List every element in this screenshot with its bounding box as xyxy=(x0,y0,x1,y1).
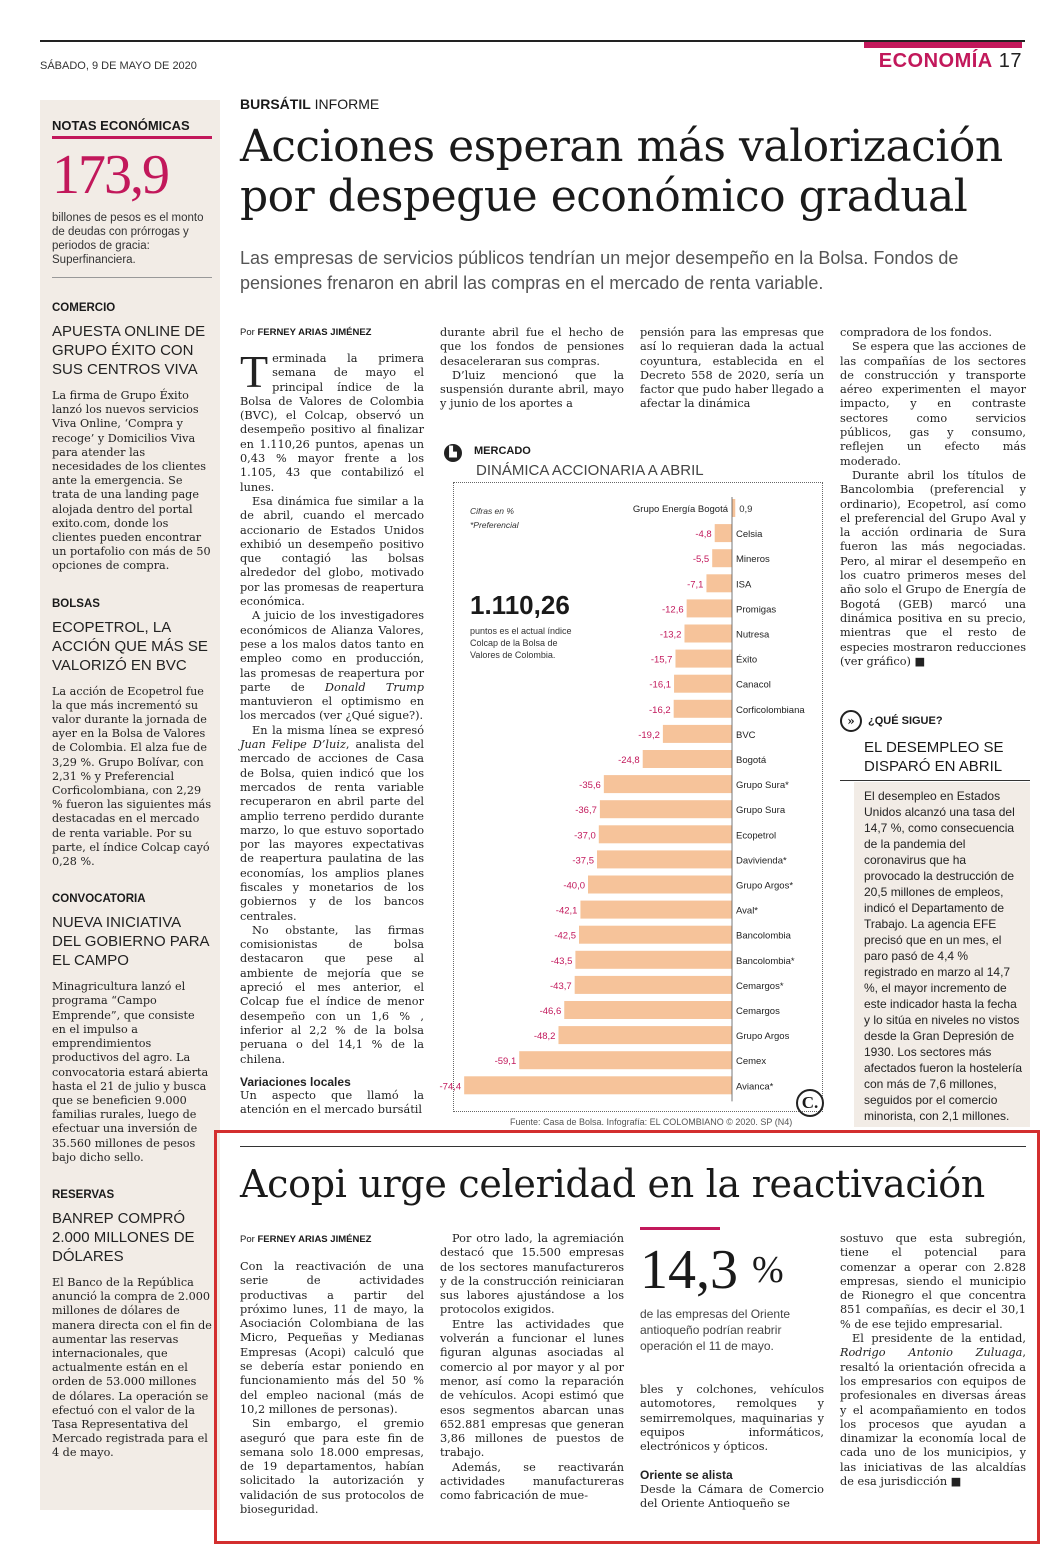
bar-22 xyxy=(519,1051,732,1069)
article2-headline: Acopi urge celeridad en la reactivación xyxy=(240,1162,985,1206)
chart-kicker-icon: ▙ xyxy=(444,444,462,462)
bar-0 xyxy=(732,499,735,517)
bar-category-label: Celsia xyxy=(736,529,763,541)
bar-19 xyxy=(575,976,732,994)
article-headline: Acciones esperan más valorización por despegue económico gradual xyxy=(240,121,1003,222)
bar-23 xyxy=(464,1076,732,1094)
article2-column-4 xyxy=(840,1232,1026,1489)
article2-byline xyxy=(240,1234,371,1245)
note-headline: APUESTA ONLINE DE GRUPO ÉXITO CON SUS CENTROS VIVA xyxy=(52,323,206,378)
bar-15 xyxy=(588,876,732,894)
chart-kicker: MERCADO xyxy=(474,445,531,457)
article2-column-2 xyxy=(440,1232,624,1504)
sidebar-title: NOTAS ECONÓMICAS xyxy=(52,118,212,139)
bar-value-label: -4,8 xyxy=(695,529,712,541)
paragraph: No obstante, las firmas comisionistas de bolsa destacaron que pese al ambiente de mejoría que se apreció el mes anterior, el Colcap fue el índice de menor desempeño con un 1,6 % , inferior al 2,2 % de la bolsa peruana o del 14,1 % de la chilena. xyxy=(240,923,424,1066)
paragraph: Un aspecto que llamó la atención en el mercado bursátil xyxy=(240,1089,424,1117)
bar-value-label: -24,8 xyxy=(618,755,640,766)
bar-category-label: Éxito xyxy=(736,654,758,666)
article-kicker xyxy=(240,96,379,112)
paragraph: compradora de los fondos. xyxy=(840,326,992,339)
paragraph: Con la reactivación de una serie de actividades productivas a partir del próximo lunes, 11 de mayo, la Asociación Colombiana de las Micro, Pequeñas y Medianas Empresas (Acopi) calculó que se debería estar poniendo en funcionamiento más del 50 % del empleo nacional (más de 10,2 millones de personas). xyxy=(240,1260,424,1416)
article2-rule xyxy=(240,1146,1026,1147)
byline-name: FERNEY ARIAS JIMÉNEZ xyxy=(257,327,372,338)
section-name xyxy=(879,50,1022,73)
bar-value-label: -16,2 xyxy=(649,704,671,716)
que-sigue-label: ¿QUÉ SIGUE? xyxy=(868,715,943,727)
paragraph xyxy=(240,609,424,723)
bar-9 xyxy=(663,725,732,743)
chart-note: *Preferencial xyxy=(470,520,519,530)
bar-category-label: Canacol xyxy=(736,679,771,691)
stat-value xyxy=(640,1240,784,1300)
bar-category-label: Mineros xyxy=(736,554,770,566)
note-headline: ECOPETROL, LA ACCIÓN QUE MÁS SE VALORIZÓ EN BVC xyxy=(52,618,208,674)
stat-number: 14,3 xyxy=(640,1239,738,1301)
bar-8 xyxy=(674,700,732,718)
paragraph: D’luiz mencionó que la suspensión durante abril, mayo y junio de los aportes a xyxy=(440,368,624,411)
bar-category-label: Cemex xyxy=(736,1056,767,1068)
paragraph: Además, se reactivarán actividades manufactureras como fabricación de mue- xyxy=(440,1460,624,1503)
bar-category-label: Grupo Argos xyxy=(736,1031,790,1043)
bar-18 xyxy=(575,951,732,969)
bar-category-label: Corficolombiana xyxy=(736,704,805,716)
bar-value-label: -36,7 xyxy=(575,805,597,817)
note-category: CONVOCATORIA xyxy=(52,893,146,906)
bar-chart xyxy=(439,482,823,1112)
bar-5 xyxy=(684,625,732,643)
bar-category-label: Grupo Sura xyxy=(736,805,786,817)
chart-highlight-desc-3: Valores de Colombia. xyxy=(470,650,556,660)
paragraph: Esa dinámica fue similar a la de abril, cuando el mercado accionario de Estados Unidos exhibió un desempeño positivo que contagió las bolsas alrededor del globo, motivado por las promesas de reapertura económica. xyxy=(240,494,424,609)
que-sigue-body: El desempleo en Estados Unidos alcanzó una tasa del 14,7 %, como consecuencia de la pandemia del coronavirus que ha provocado la destrucción de 20,5 millones de empleos, indicó el Departamento de Trabajo. La agencia EFE precisó que en un mes, el paro pasó de 4,4 % registrado en marzo al 14,7 %, el mayor incremento de este indicador hasta la fecha y lo sitúa en niveles no vistos desde la Gran Depresión de 1930. Los sectores más afectados fueron la hostelería con más de 7,6 millones, seguidos por el comercio minorista, con 2,1 millones. xyxy=(864,789,1023,1123)
bar-category-label: Grupo Argos* xyxy=(736,880,794,892)
paragraph: Se espera que las acciones de las compañías de los sectores de construcción y transporte aéreo experimenten el mayor impacto, y en contraste sectores como servicios públicos, gas y consumo, reflejen un efecto más moderado. xyxy=(840,340,1026,468)
bar-value-label: -42,1 xyxy=(555,905,578,917)
byline-prefix: Por xyxy=(240,327,258,338)
bar-category-label: BVC xyxy=(736,729,756,741)
bar-category-label: Promigas xyxy=(736,604,777,616)
bar-value-label: 0,9 xyxy=(739,504,753,515)
bar-value-label: -5,5 xyxy=(692,554,710,566)
article2-column-3 xyxy=(640,1383,824,1511)
bar-11 xyxy=(604,775,732,793)
text-run: A juicio de los investigadores económicos de Alianza Valores, pese a los malos datos tanto en empleo como en producción, las promesas de reapertura por parte de xyxy=(240,609,424,694)
note-body: La firma de Grupo Éxito lanzó los nuevos servicios Viva Online, ‘Compra y recoge’ y Domicilios Viva para atender las necesidades de los clientes ante la emergencia. Se trata de una landing page alojada dentro del portal exito.com, donde los clientes pueden encontrar un portafolio con más de 50 opciones de compra. xyxy=(52,389,211,573)
bar-category-label: Avianca* xyxy=(736,1081,774,1093)
paragraph: erminada la primera semana de mayo el principal índice de la Bolsa de Valores de Colombia (BVC), el Colcap, observó un desempeño positivo al finalizar en 1.110,26 puntos, apenas un 0,43 % mayor frente a los 1.105, 43 que contabilizó el lunes. xyxy=(240,352,424,494)
bar-category-label: Nutresa xyxy=(736,629,770,641)
stat-note: de las empresas del Oriente antioqueño podrían reabrir operación el 11 de mayo. xyxy=(640,1307,791,1353)
bar-2 xyxy=(712,549,732,567)
kicker-bold: BURSÁTIL xyxy=(240,96,311,112)
bar-value-label: -42,5 xyxy=(554,930,576,942)
bar-value-label: -13,2 xyxy=(659,629,682,641)
bar-category-label: Bogotá xyxy=(736,755,767,766)
double-chevron-icon: » xyxy=(840,710,862,732)
note-body: Minagricultura lanzó el programa “Campo Emprende”, que consiste en el impulso a emprendimientos productivos del agro. La convocatoria estará abierta hasta el 21 de julio y busca que se beneficien 9.000 familias rurales, luego de efectuar una inversión de 35.560 millones de pesos bajo dicho sello. xyxy=(52,980,209,1164)
sidebar-big-number: 173,9 xyxy=(52,144,168,206)
bar-category-label: Bancolombia* xyxy=(736,955,795,967)
note-headline: NUEVA INICIATIVA DEL GOBIERNO PARA EL CAMPO xyxy=(52,914,209,970)
paragraph: pensión para las empresas que así lo requieran dada la actual coyuntura, establecida en el Decreto 558 de 2020, sería un factor que pudo haber llegado a afectar la dinámica xyxy=(640,326,824,411)
subtitle: Oriente se alista xyxy=(640,1468,733,1483)
chart-note: Cifras en % xyxy=(470,506,514,516)
paragraph xyxy=(240,724,424,924)
note-category: COMERCIO xyxy=(52,302,116,314)
chart-svg xyxy=(439,483,822,1111)
chart-title: DINÁMICA ACCIONARIA A ABRIL xyxy=(476,462,704,479)
bar-category-label: Cemargos* xyxy=(736,980,784,992)
note-category: RESERVAS xyxy=(52,1188,115,1201)
text-run: En la misma línea se expresó xyxy=(252,723,424,737)
article-column-3 xyxy=(640,326,824,412)
bar-14 xyxy=(597,850,732,868)
section-bar xyxy=(864,42,1022,48)
bar-3 xyxy=(706,574,732,592)
bar-category-label: Bancolombia xyxy=(736,930,791,942)
article-column-2 xyxy=(440,326,624,412)
article-subhead: Las empresas de servicios públicos tendrían un mejor desempeño en la Bolsa. Fondos de pensiones frenaron en abril las compras en el mercado de renta variable. xyxy=(240,248,959,293)
bar-17 xyxy=(579,926,732,944)
subtitle: Variaciones locales xyxy=(240,1074,351,1089)
bar-value-label: -43,5 xyxy=(550,955,573,967)
bar-value-label: -48,2 xyxy=(533,1031,556,1043)
que-sigue-headline: EL DESEMPLEO SE DISPARÓ EN ABRIL xyxy=(840,738,1030,781)
article-column-4 xyxy=(840,326,1026,669)
paragraph: Desde la Cámara de Comercio del Oriente Antioqueño se xyxy=(640,1482,824,1511)
bar-value-label: -16,1 xyxy=(649,679,672,691)
bar-value-label: -40,0 xyxy=(563,880,585,892)
bar-value-label: -43,7 xyxy=(550,980,572,992)
paragraph: Sin embargo, el gremio aseguró que para este fin de semana solo 18.000 empresas, de 19 departamentos, habían solicitado la autorización y validación de sus protocolos de bioseguridad. xyxy=(240,1417,424,1517)
text-run: , analista del mercado de acciones de Casa de Bolsa, quien indicó que los mercados de renta variable recuperaron en abril parte del amplio terreno perdido durante marzo, lo que estuvo soportado por las mayores expectativas de reapertura paulatina de las economías, los amplios planes fiscales y monetarios de los gobiernos y de los bancos centrales. xyxy=(240,738,424,923)
bar-value-label: -12,6 xyxy=(661,604,684,616)
byline-name: FERNEY ARIAS JIMÉNEZ xyxy=(257,1234,372,1245)
kicker-rest: INFORME xyxy=(310,96,380,112)
bar-category-label: ISA xyxy=(736,579,752,591)
bar-category-label: Davivienda* xyxy=(736,855,787,867)
bar-10 xyxy=(643,750,732,768)
sidebar-big-number-note: billones de pesos es el monto de deudas con prórrogas y periodos de gracia: Superfinanciera. xyxy=(52,211,212,278)
newspaper-logo: C. xyxy=(796,1089,824,1117)
text-run-italic: Rodrigo Antonio Zuluaga xyxy=(840,1346,1023,1360)
text-run-italic: Donald Trump xyxy=(324,680,424,694)
bar-value-label: -37,5 xyxy=(572,855,594,867)
chart-highlight-value: 1.110,26 xyxy=(470,590,570,620)
page-number: 17 xyxy=(998,50,1022,72)
bar-21 xyxy=(558,1026,732,1044)
article-column-1 xyxy=(240,346,424,1117)
article2-column-1 xyxy=(240,1260,424,1517)
bar-value-label: -46,6 xyxy=(539,1006,562,1017)
bar-value-label: -37,0 xyxy=(574,830,596,842)
note-body: El Banco de la República anunció la compra de 2.000 millones de dólares de manera directa con el fin de aumentar las reservas internacionales, que actualmente están en el orden de 53.000 millones de dólares. La operación se efectuó con el valor de la Tasa Representativa del Mercado registrada para el 4 de mayo. xyxy=(52,1275,212,1460)
paragraph: bles y colchones, vehículos automotores, remolques y semirremolques, maquinarias y equipos informáticos, electrónicos y ópticos. xyxy=(640,1383,824,1454)
note-headline: BANREP COMPRÓ 2.000 MILLONES DE DÓLARES xyxy=(52,1209,195,1265)
que-sigue-header xyxy=(840,710,1030,781)
bar-6 xyxy=(675,650,732,668)
bar-category-label: Cemargos xyxy=(736,1006,780,1017)
note-category: BOLSAS xyxy=(52,597,100,610)
paragraph xyxy=(840,1332,1026,1489)
drop-cap: T xyxy=(240,346,269,397)
paragraph: sostuvo que esta subregión, tiene el potencial para comenzar a operar con 2.828 empresas, siendo el municipio de Rionegro el que concentra 851 compañías, es decir el 30,1 % de ese tejido empresarial. xyxy=(840,1232,1026,1331)
text-run-italic: Juan Felipe D’luiz xyxy=(240,738,346,752)
note-body: La acción de Ecopetrol fue la que más incrementó su valor durante la jornada de ayer en la Bolsa de Valores de Colombia. El alza fue de 3,29 %. Grupo Bolívar, con 2,31 % y Preferencial Corficolombiana, con 2,29 % fueron las siguientes más destacadas en el mercado de renta variable. Por su parte, el índice Colcap cayó 0,28 %. xyxy=(52,684,212,869)
chart-highlight-desc-1: puntos es el actual índice xyxy=(470,626,572,636)
issue-date: SÁBADO, 9 DE MAYO DE 2020 xyxy=(40,60,197,72)
bar-20 xyxy=(564,1001,732,1019)
bar-value-label: -19,2 xyxy=(638,729,660,741)
stat-unit: % xyxy=(752,1249,784,1291)
chart-source: Fuente: Casa de Bolsa. Infografía: EL COLOMBIANO © 2020. SP (N4) xyxy=(510,1117,793,1127)
bar-1 xyxy=(715,524,732,542)
economic-notes-sidebar xyxy=(40,100,220,1510)
paragraph: Por otro lado, la agremiación destacó que 15.500 empresas de los sectores manufactureros y de la construcción reiniciaran sus labores ajustándose a los protocolos exigidos. xyxy=(440,1232,624,1317)
bar-category-label: Grupo Energía Bogotá xyxy=(632,504,728,515)
chart-highlight-desc-2: Colcap de la Bolsa de xyxy=(470,638,558,648)
stat-accent-bar xyxy=(640,1227,720,1230)
article-byline xyxy=(240,327,371,338)
bar-7 xyxy=(674,675,732,693)
paragraph: Entre las actividades que volverán a funcionar el lunes figuran algunas asociadas al comercio al por mayor y al por menor, así como la reparación de vehículos. Acopi estimó que esos segmentos abarcan unas 652.881 empresas que generan 3,86 millones de puestos de trabajo. xyxy=(440,1317,624,1460)
bar-12 xyxy=(600,800,732,818)
bar-category-label: Grupo Sura* xyxy=(736,780,789,792)
bar-value-label: -15,7 xyxy=(650,654,673,666)
que-sigue-box xyxy=(854,782,1030,1127)
bar-value-label: -7,1 xyxy=(687,579,704,591)
bar-category-label: Ecopetrol xyxy=(736,830,777,842)
text-run: , resaltó la orientación ofrecida a los empresarios con equipos de profesionales en diversas áreas y el acompañamiento en todos los procesos que ayudan a dinamizar la economía local de cada uno de los municipios, y las iniciativas de las alcaldías de esa jurisdicción ■ xyxy=(840,1346,1026,1489)
bar-value-label: -59,1 xyxy=(494,1056,517,1068)
byline-prefix: Por xyxy=(240,1234,258,1245)
bar-value-label: -74,4 xyxy=(439,1081,462,1093)
paragraph: durante abril fue el hecho de que los fondos de pensiones desaceleraran sus compras. xyxy=(440,326,624,368)
text-run: El presidente de la entidad, xyxy=(852,1332,1026,1346)
bar-4 xyxy=(687,599,732,617)
bar-16 xyxy=(580,901,732,919)
bar-13 xyxy=(599,825,732,843)
bar-category-label: Aval* xyxy=(736,905,759,917)
paragraph: Durante abril los títulos de Bancolombia (preferencial y ordinario), Ecopetrol, así como el preferencial del Grupo Aval y la acción ordinaria de Sura fueron las más negociadas. Pero, al mirar el desempeño en los cuatro primeros meses del año solo el Grupo de Energía de Bogotá (GEB) marcó una dinámica positiva en su precio, mientras que el resto de especies mostraron reducciones (ver gráfico) ■ xyxy=(840,468,1026,668)
section-label: ECONOMÍA xyxy=(878,50,993,72)
bar-value-label: -35,6 xyxy=(579,780,601,792)
text-run: mantuvieron el optimismo en los mercados (ver ¿Qué sigue?). xyxy=(240,695,424,723)
